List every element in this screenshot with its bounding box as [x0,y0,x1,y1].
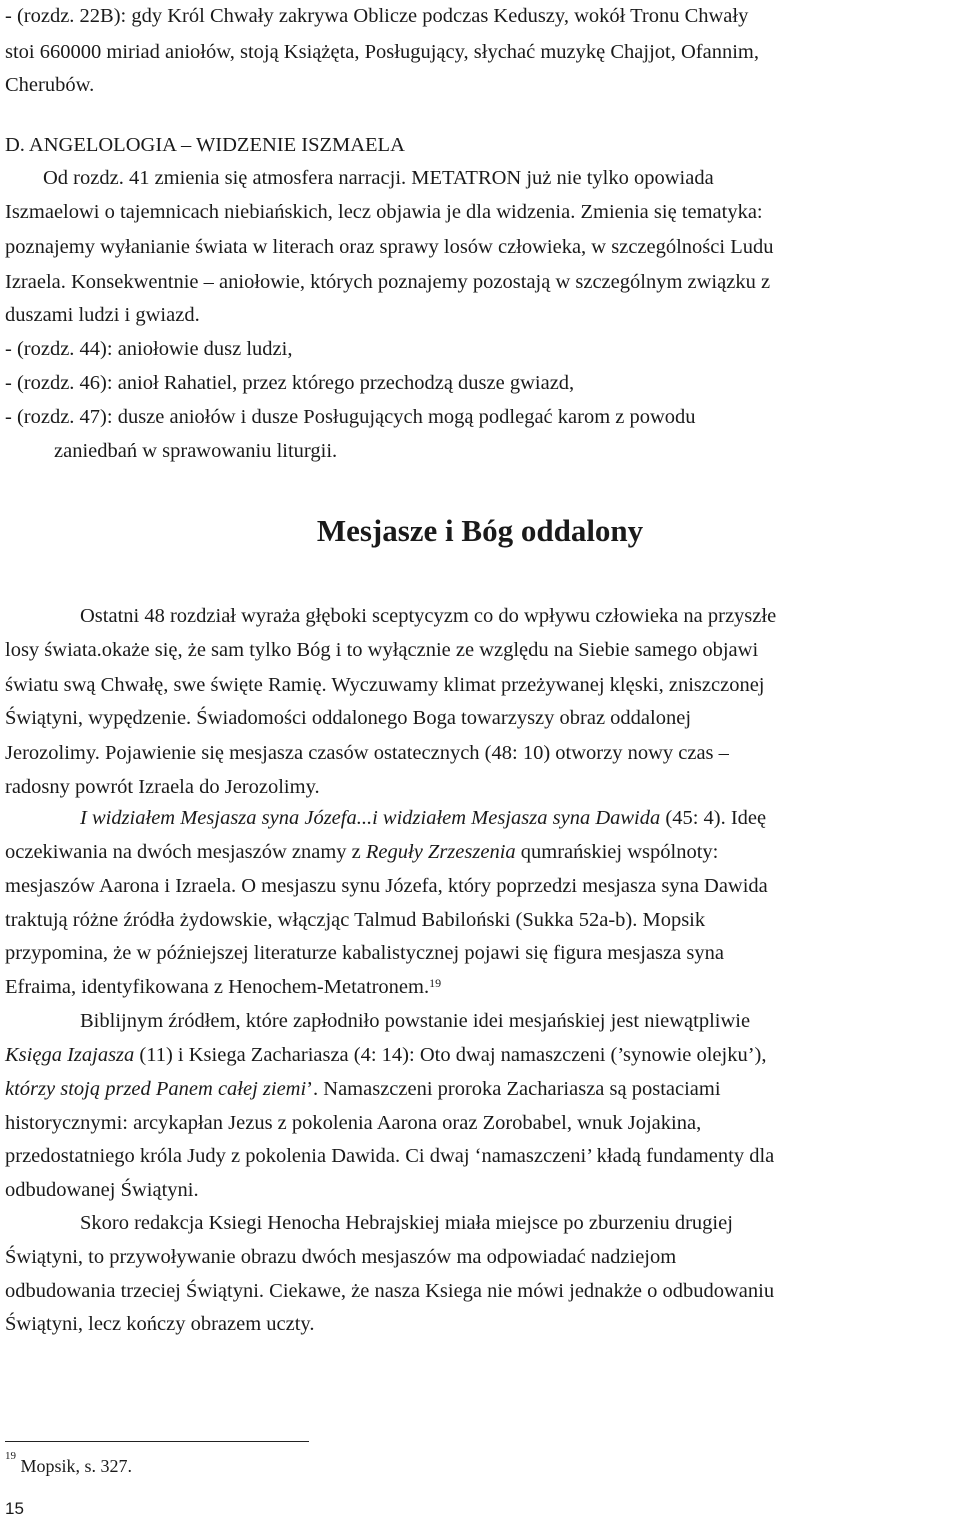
text-line: przypomina, że w późniejszej literaturze kabalistycznej pojawi się figura mesjasza syna [5,942,724,964]
text-line: Od rozdz. 41 zmienia się atmosfera narracji. METATRON już nie tylko opowiada [43,167,714,189]
text-line [5,1077,721,1101]
text-line: historycznymi: arcykapłan Jezus z pokolenia Aarona oraz Zorobabel, wnuk Jojakina, [5,1112,702,1134]
italic-span: Księga Izajasza [5,1044,135,1066]
footnote-ref: 19 [429,976,442,990]
text-span: qumrańskiej wspólnoty: [515,841,719,863]
text-line: odbudowania trzeciej Świątyni. Ciekawe, że nasza Ksiega nie mówi jednakże o odbudowaniu [5,1280,775,1302]
text-line: Iszmaelowi o tajemnicach niebiańskich, lecz objawia je dla widzenia. Zmienia się tematyka: [5,201,763,223]
text-line: Jerozolimy. Pojawienie się mesjasza czasów ostatecznych (48: 10) otworzy nowy czas – [5,742,729,764]
text-line: odbudowanej Świątyni. [5,1179,199,1201]
page-number: 15 [5,1499,24,1518]
page-heading: Mesjasze i Bóg oddalony [316,513,644,548]
text-line: Świątyni, lecz kończy obrazem uczty. [5,1313,315,1335]
text-line: - (rozdz. 22B): gdy Król Chwały zakrywa Oblicze podczas Keduszy, wokół Tronu Chwały [5,5,749,27]
text-line: poznajemy wyłanianie świata w literach oraz sprawy losów człowieka, w szczególności Ludu [5,236,774,258]
text-line: Świątyni, wypędzenie. Świadomości oddalonego Boga towarzyszy obraz oddalonej [5,707,692,729]
text-line: Biblijnym źródłem, które zapłodniło powstanie idei mesjańskiej jest niewątpliwie [80,1010,751,1032]
italic-span: Reguły Zrzeszenia [365,841,516,863]
list-item: - (rozdz. 46): anioł Rahatiel, przez którego przechodzą dusze gwiazd, [5,372,575,394]
list-item: - (rozdz. 44): aniołowie dusz ludzi, [5,338,293,360]
text-line: Izraela. Konsekwentnie – aniołowie, których poznajemy pozostają w szczególnym związku z [5,271,771,293]
text-line: Cherubów. [5,74,95,96]
text-span: Efraima, identyfikowana z Henochem-Metatronem. [5,976,430,998]
quote-line [80,806,766,830]
text-line: przedostatniego króla Judy z pokolenia Dawida. Ci dwaj ‘namaszczeni’ kładą fundamenty dla [5,1145,775,1167]
list-item: - (rozdz. 47): dusze aniołów i dusze Posługujących mogą podlegać karom z powodu [5,406,696,428]
text-line: losy świata.okaże się, że sam tylko Bóg i to wyłącznie ze względu na Siebie samego objawi [5,639,759,661]
text-line: mesjaszów Aarona i Izraela. O mesjaszu synu Józefa, który poprzedzi mesjasza syna Dawida [5,875,768,897]
footnote-divider [5,1441,309,1442]
text-line [5,975,441,999]
section-title: D. ANGELOLOGIA – WIDZENIE ISZMAELA [5,134,405,156]
text-line: duszami ludzi i gwiazd. [5,304,200,326]
footnote [5,1450,133,1477]
quote-italic: I widziałem Mesjasza syna Józefa...i widziałem Mesjasza syna Dawida [80,807,661,829]
text-line: Świątyni, to przywoływanie obrazu dwóch mesjaszów ma odpowiadać nadziejom [5,1246,677,1268]
text-line: radosny powrót Izraela do Jerozolimy. [5,776,320,798]
footnote-text: Mopsik, s. 327. [16,1456,133,1476]
italic-span: którzy stoją przed Panem całej ziemi [5,1078,307,1100]
text-line: zaniedbań w sprawowaniu liturgii. [54,440,338,462]
text-line: Ostatni 48 rozdział wyraża głęboki sceptycyzm co do wpływu człowieka na przyszłe [80,605,777,627]
text-span: ’. Namaszczeni proroka Zachariasza są postaciami [306,1078,721,1100]
text-line: stoi 660000 miriad aniołów, stoją Książęta, Posługujący, słychać muzykę Chajjot, Ofannim, [5,41,759,63]
text-span: (11) i Ksiega Zachariasza (4: 14): Oto dwaj namaszczeni (’synowie olejku’), [134,1044,767,1066]
text-line: traktują różne źródła żydowskie, włączjąc Talmud Babiloński (Sukka 52a-b). Mopsik [5,909,706,931]
text-line: światu swą Chwałę, swe święte Ramię. Wyczuwamy klimat przeżywanej klęski, zniszczonej [5,674,765,696]
text-line: Skoro redakcja Ksiegi Henocha Hebrajskiej miała miejsce po zburzeniu drugiej [80,1212,733,1234]
text-line [5,840,718,864]
text-line [5,1043,767,1067]
text-span: oczekiwania na dwóch mesjaszów znamy z [5,841,366,863]
footnote-number: 19 [5,1450,16,1462]
quote-rest: (45: 4). Ideę [660,807,767,829]
